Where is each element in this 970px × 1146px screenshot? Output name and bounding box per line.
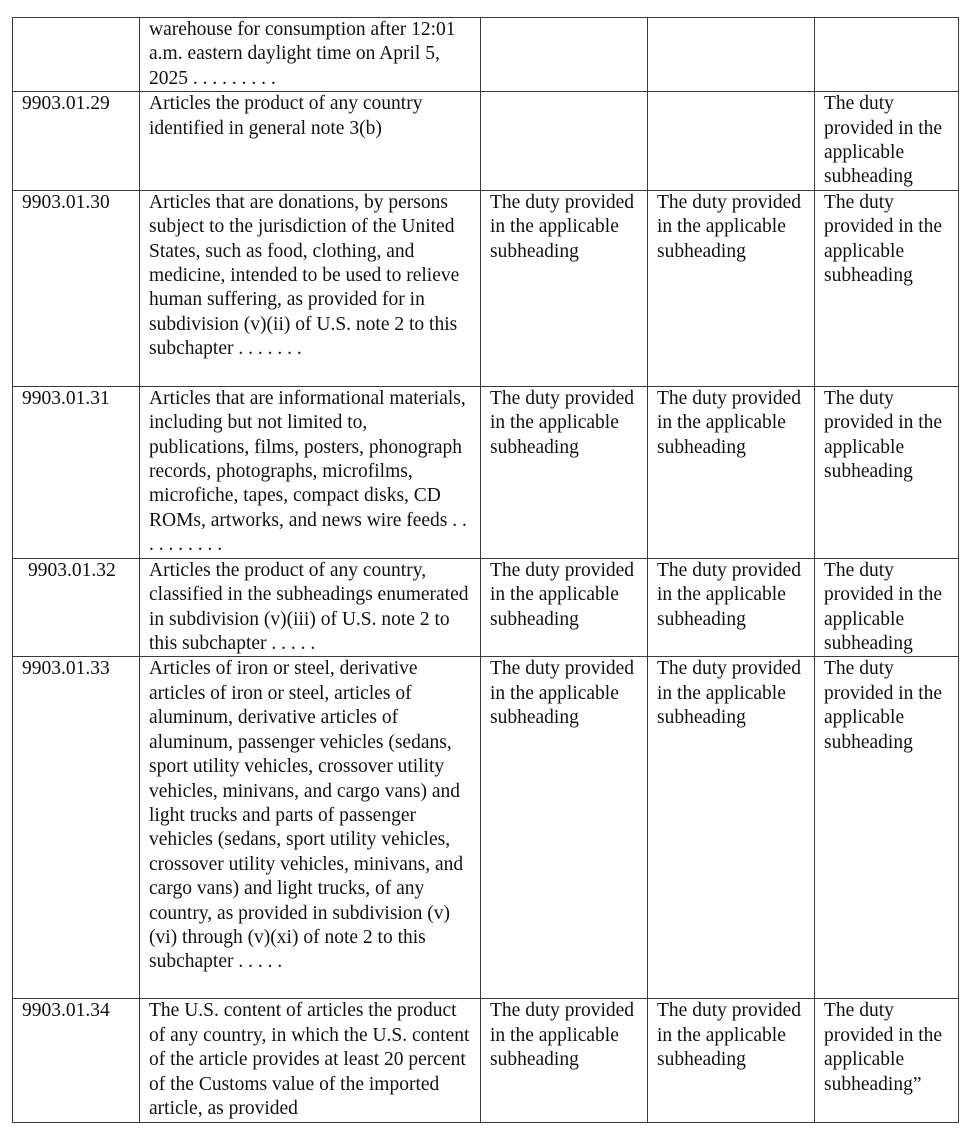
rate-text: The duty provided in the applicable subheading: [824, 93, 943, 188]
table-row: [13, 190, 959, 386]
heading-cell: [13, 18, 140, 92]
rate-cell: [648, 18, 815, 92]
rate-cell: [481, 92, 648, 191]
article-description: Articles of iron or steel, derivative articles of iron or steel, articles of aluminum, derivative articles of aluminum, passenger vehicles (sedans, sport utility vehicles, crossover utility vehicles, minivans, and cargo vans) and light trucks and parts of passenger vehicles (sedans, sport utility vehicles, crossover utility vehicles, minivans, and cargo vans) and light trucks, of any country, as provided in subdivision (v)(vi) through (v)(xi) of note 2 to this subchapter . . . . .: [149, 658, 464, 973]
description-cell: [140, 386, 481, 558]
description-cell: [140, 18, 481, 92]
description-cell: [140, 92, 481, 191]
rate-cell: [481, 18, 648, 92]
rate-text: The duty provided in the applicable subheading”: [824, 1000, 943, 1095]
tariff-table: [12, 17, 959, 1123]
table-row: [13, 386, 959, 558]
article-description: The U.S. content of articles the product of any country, in which the U.S. content of the article provides at least 20 percent of the Customs value of the imported article, as provided: [149, 1000, 470, 1120]
description-cell: [140, 558, 481, 657]
heading-cell: [13, 92, 140, 191]
rate-text: The duty provided in the applicable subheading: [490, 387, 635, 458]
heading-number: 9903.01.29: [22, 93, 110, 115]
rate-cell: [648, 657, 815, 999]
heading-number: 9903.01.32: [28, 559, 116, 581]
heading-cell: [13, 386, 140, 558]
rate-cell: [815, 190, 959, 386]
table-row: [13, 18, 959, 92]
rate-text: The duty provided in the applicable subheading: [824, 559, 943, 655]
rate-cell: [815, 558, 959, 657]
heading-number: 9903.01.30: [22, 191, 110, 213]
rate-cell: [815, 386, 959, 558]
description-cell: [140, 999, 481, 1122]
heading-number: 9903.01.31: [22, 387, 110, 409]
rate-text: The duty provided in the applicable subheading: [490, 191, 635, 262]
rate-text: The duty provided in the applicable subheading: [490, 1000, 635, 1071]
rate-cell: [648, 999, 815, 1122]
rate-cell: [648, 190, 815, 386]
rate-cell: [648, 92, 815, 191]
rate-cell: [815, 18, 959, 92]
table-row: [13, 558, 959, 657]
rate-cell: [481, 190, 648, 386]
rate-cell: [481, 386, 648, 558]
rate-cell: [481, 657, 648, 999]
rate-text: The duty provided in the applicable subheading: [657, 559, 802, 630]
table-row: [13, 92, 959, 191]
rate-cell: [815, 999, 959, 1122]
description-cell: [140, 657, 481, 999]
article-description: warehouse for consumption after 12:01 a.m. eastern daylight time on April 5, 2025 . . . . . . . . .: [149, 19, 456, 89]
rate-cell: [481, 558, 648, 657]
rate-text: The duty provided in the applicable subheading: [824, 387, 943, 483]
rate-text: The duty provided in the applicable subheading: [490, 559, 635, 630]
article-description: Articles the product of any country identified in general note 3(b): [149, 93, 423, 139]
article-description: Articles the product of any country, classified in the subheadings enumerated in subdivision (v)(iii) of U.S. note 2 to this subchapter . . . . .: [149, 559, 469, 655]
rate-text: The duty provided in the applicable subheading: [657, 1000, 802, 1071]
rate-cell: [815, 92, 959, 191]
article-description: Articles that are informational materials, including but not limited to, publications, films, posters, phonograph records, photographs, microfilms, microfiche, tapes, compact disks, CD ROMs, artworks, and news wire feeds . . . . . . . . . .: [149, 387, 467, 556]
heading-cell: [13, 657, 140, 999]
rate-text: The duty provided in the applicable subheading: [657, 658, 802, 729]
rate-cell: [648, 558, 815, 657]
article-description: Articles that are donations, by persons subject to the jurisdiction of the United States, such as food, clothing, and medicine, intended to be used to relieve human suffering, as provided for in subdivision (v)(ii) of U.S. note 2 to this subchapter . . . . . . .: [149, 191, 460, 360]
heading-cell: [13, 999, 140, 1122]
rate-cell: [815, 657, 959, 999]
rate-text: The duty provided in the applicable subheading: [824, 658, 943, 753]
rate-text: The duty provided in the applicable subheading: [657, 191, 802, 262]
description-cell: [140, 190, 481, 386]
rate-text: The duty provided in the applicable subheading: [490, 658, 635, 729]
rate-cell: [481, 999, 648, 1122]
heading-number: 9903.01.33: [22, 658, 110, 680]
table-row: [13, 657, 959, 999]
rate-cell: [648, 386, 815, 558]
heading-number: 9903.01.34: [22, 1000, 110, 1022]
heading-cell: [13, 190, 140, 386]
table-row: [13, 999, 959, 1122]
heading-cell: [13, 558, 140, 657]
rate-text: The duty provided in the applicable subheading: [657, 387, 802, 458]
rate-text: The duty provided in the applicable subheading: [824, 191, 943, 287]
